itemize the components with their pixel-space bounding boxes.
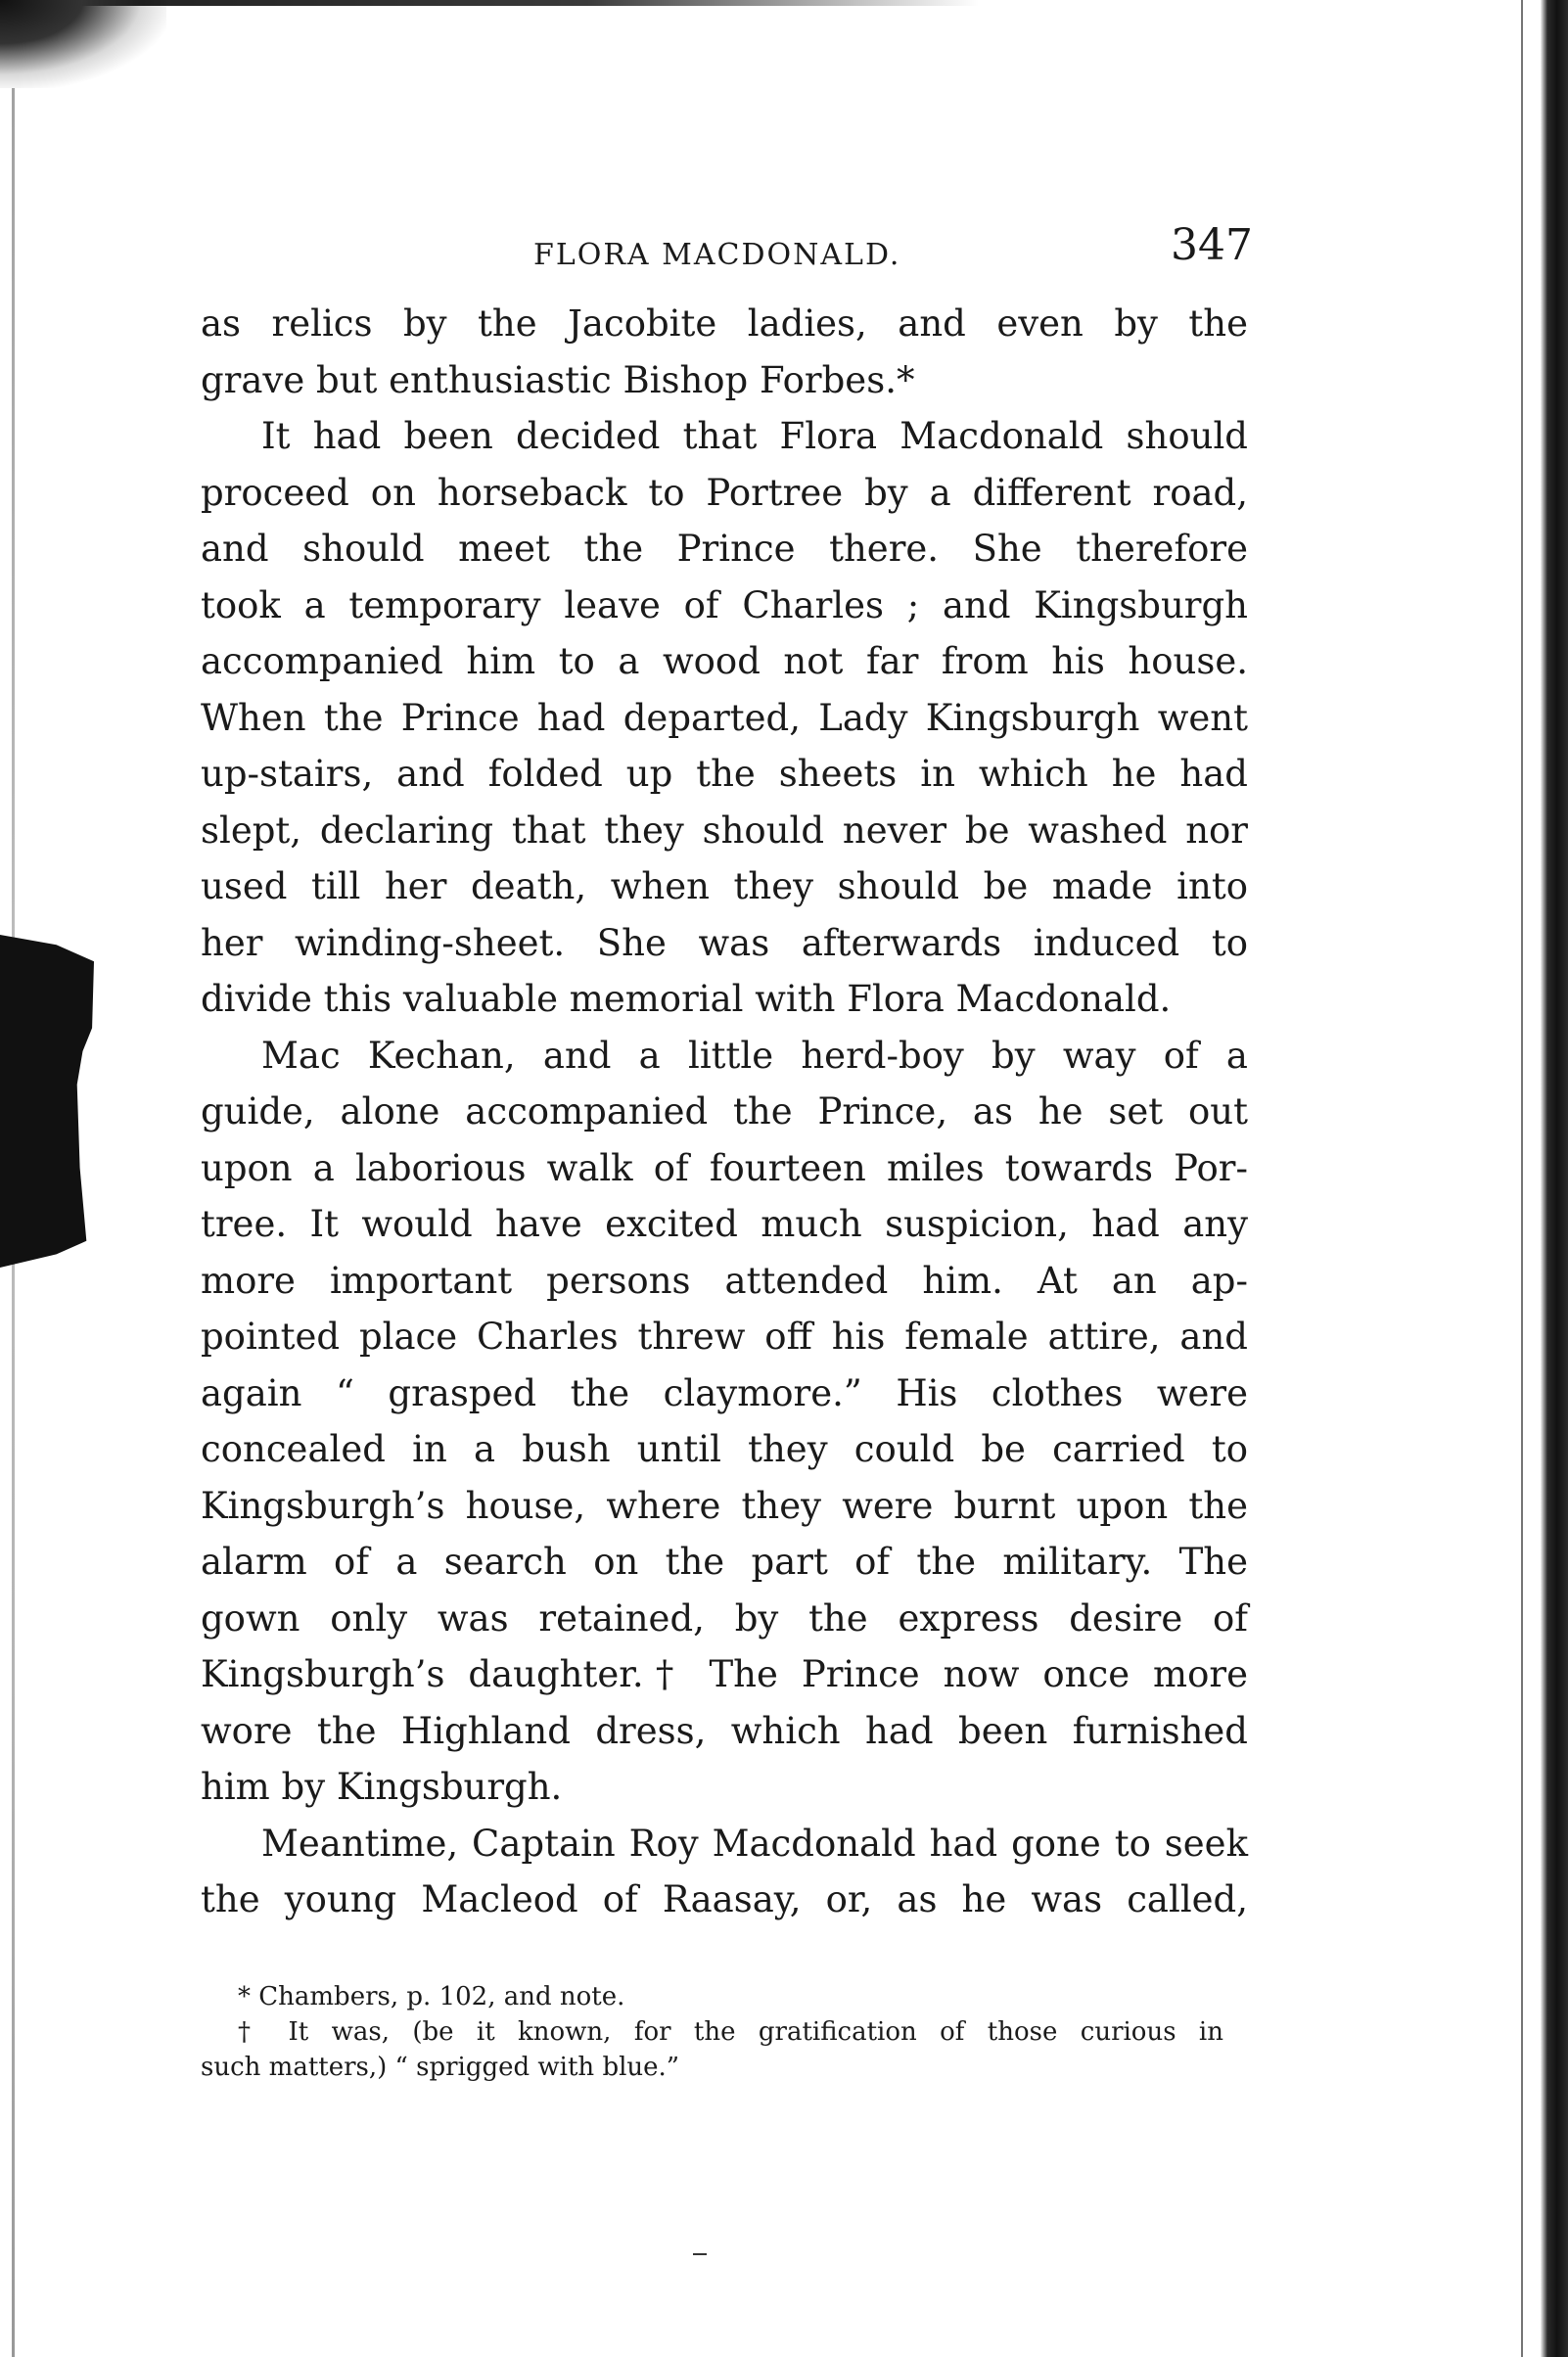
- text-line: wore the Highland dress, which had been furnished: [201, 1709, 1248, 1752]
- text-line: accompanied him to a wood not far from his house.: [201, 640, 1248, 682]
- footnote-line: such matters,) “ sprigged with blue.”: [201, 2053, 680, 2082]
- text-line: slept, declaring that they should never be washed nor: [201, 809, 1248, 852]
- text-line: again “ grasped the claymore.” His clothes were: [201, 1371, 1248, 1414]
- text-line: Kingsburgh’s daughter.† The Prince now once more: [201, 1653, 1248, 1695]
- footnote-line: * Chambers, p. 102, and note.: [238, 1982, 625, 2011]
- text-line: up-stairs, and folded up the sheets in which he had: [201, 753, 1248, 795]
- text-line: her winding-sheet. She was afterwards induced to: [201, 921, 1248, 964]
- text-line: the young Macleod of Raasay, or, as he was called,: [201, 1878, 1248, 1920]
- text-line: It had been decided that Flora Macdonald should: [261, 415, 1248, 457]
- text-line: Mac Kechan, and a little herd-boy by way of a: [261, 1034, 1248, 1077]
- text-line: and should meet the Prince there. She therefore: [201, 528, 1248, 570]
- text-line: gown only was retained, by the express desire of: [201, 1596, 1248, 1640]
- text-line: pointed place Charles threw off his female attire, and: [201, 1316, 1248, 1358]
- text-line: tree. It would have excited much suspicion, had any: [201, 1203, 1248, 1245]
- text-line: upon a laborious walk of fourteen miles towards Por-: [201, 1146, 1248, 1189]
- text-line: concealed in a bush until they could be carried to: [201, 1428, 1248, 1470]
- text-line: proceed on horseback to Portree by a different road,: [201, 471, 1248, 514]
- footnote-line: † It was, (be it known, for the gratification of those curious in: [238, 2017, 1223, 2047]
- scan-dash-mark: [693, 2253, 707, 2255]
- running-head: FLORA MACDONALD.: [533, 238, 901, 272]
- text-line: Kingsburgh’s house, where they were burnt upon the: [201, 1484, 1248, 1527]
- text-line: When the Prince had departed, Lady Kingsburgh went: [201, 696, 1248, 739]
- text-line: alarm of a search on the part of the military. The: [201, 1541, 1248, 1583]
- body-text: [201, 296, 1248, 1928]
- scan-right-margin-line: [1521, 0, 1523, 2357]
- text-line: grave but enthusiastic Bishop Forbes.*: [201, 358, 915, 401]
- text-line: him by Kingsburgh.: [201, 1766, 563, 1808]
- text-line: divide this valuable memorial with Flora Macdonald.: [201, 978, 1172, 1020]
- page-number: 347: [1171, 220, 1253, 270]
- scan-left-mark: [0, 935, 94, 1268]
- text-line: more important persons attended him. At an ap-: [201, 1259, 1248, 1302]
- text-line: guide, alone accompanied the Prince, as he set out: [201, 1090, 1248, 1132]
- text-line: Meantime, Captain Roy Macdonald had gone to seek: [261, 1822, 1248, 1865]
- text-line: used till her death, when they should be made into: [201, 865, 1248, 907]
- text-line: took a temporary leave of Charles ; and Kingsburgh: [201, 583, 1248, 626]
- scan-corner-shadow: [0, 0, 166, 88]
- footnotes: [201, 1979, 1223, 2085]
- page-header: [206, 220, 1253, 279]
- scan-right-edge: [1541, 0, 1568, 2357]
- text-line: as relics by the Jacobite ladies, and even by the: [201, 302, 1248, 345]
